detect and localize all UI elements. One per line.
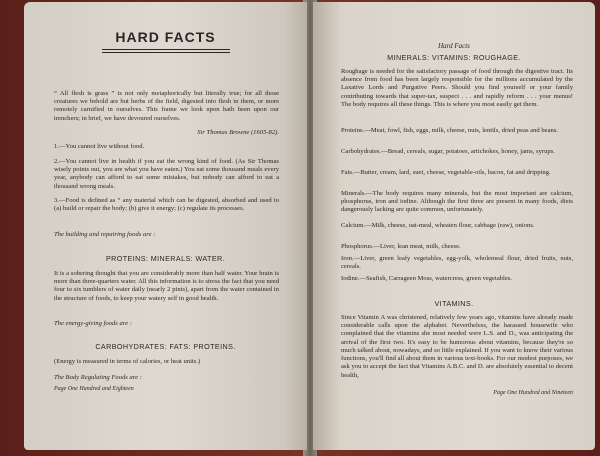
food-list-proteins: Proteins.—Meat, fowl, fish, eggs, milk, cheese, nuts, lentils, dried peas and beans. xyxy=(341,127,559,134)
vitamins-paragraph: Since Vitamin A was christened, relatively few years ago, vitamins have already made considerable calls upon the alphabet. Nevertheless, the harassed housewife who complained that the vitamins she most needed were L.S. and D., was anticipating the arrival of the first two. It's easy to be humorous about vitamins, because they're so much talked about, nowadays, and so little explained. If you want to know their various functions, you'll find all about them in various text-books. For our modest purposes, we ask you to accept the fact that Vitamins A.B.C. and D. are absolutely essential to decent health, xyxy=(341,314,573,379)
title-rule-top xyxy=(102,49,230,50)
page-title: HARD FACTS xyxy=(115,29,216,45)
right-page xyxy=(313,2,595,450)
energy-foods-heading: CARBOHYDRATES: FATS: PROTEINS. xyxy=(95,342,236,351)
point-2: 2.—You cannot live in health if you eat the wrong kind of food. (As Sir Thomas wisely points out, you are what you have eaten.) You eat some thousand meals every year, anybody can afford to eat some mistakes, but nobody can afford to eat a thousand wrong meals. xyxy=(54,158,279,190)
food-list-phosphorus: Phosphorus.—Liver, lean meat, milk, cheese. xyxy=(341,243,461,250)
food-list-iron: Iron.—Liver, green leafy vegetables, egg-yolk, wholemeal flour, dried fruits, nuts, cereals. xyxy=(341,255,573,271)
point-3: 3.—Food is defined as “ any material which can be digested, absorbed and used to (a) build or repair the body; (b) give it energy; (c) regulate its processes. xyxy=(54,197,279,213)
food-list-carbohydrates: Carbohydrates.—Bread, cereals, sugar, potatoes, artichokes, honey, jams, syrups. xyxy=(341,148,555,155)
energy-foods-label: The energy-giving foods are : xyxy=(54,320,132,327)
page-folio-left: Page One Hundred and Eighteen xyxy=(54,386,134,392)
page-folio-right: Page One Hundred and Nineteen xyxy=(493,390,573,396)
point-1: 1.—You cannot live without food. xyxy=(54,143,145,150)
energy-note: (Energy is measured in terms of calories, or heat units.) xyxy=(54,358,201,365)
food-list-calcium: Calcium.—Milk, cheese, oat-meal, wheaten flour, cabbage (raw), onions. xyxy=(341,222,535,229)
vitamins-heading: VITAMINS. xyxy=(434,299,474,308)
minerals-paragraph: Minerals.—The body requires many minerals, but the most important are calcium, phosphorus, iron and iodine. Although the first three are present in many foods, diets dangerously lacking are quite common, unfortunately. xyxy=(341,190,573,214)
roughage-paragraph: Roughage is needed for the satisfactory passage of food through the digestive tract. Its absence from food has been largely responsible for the millions accumulated by the Laxative Lords and Purgative Peers. Should you find yourself or your family contributing towards that super-tax, suspect . . . and rapidly reform . . . your menus! The body requires all these things. This is where you most easily get them. xyxy=(341,68,573,108)
right-page-heading: MINERALS: VITAMINS: ROUGHAGE. xyxy=(387,53,521,62)
food-list-fats: Fats.—Butter, cream, lard, suet, cheese, vegetable-oils, bacon, fat and dripping. xyxy=(341,169,551,176)
left-page xyxy=(24,2,307,450)
regulating-foods-label: The Body Regulating Foods are : xyxy=(54,374,142,381)
running-head: Hard Facts xyxy=(438,42,470,50)
building-foods-label: The building and repairing foods are : xyxy=(54,231,156,238)
food-list-iodine: Iodine.—Seafish, Carrageen Moss, watercress, green vegetables. xyxy=(341,275,513,282)
epigraph-quote: “ All flesh is grass ” is not only metaphorically but literally true; for all those creatures we behold are but herbs of the field, digested into flesh in them, or more remotely carnified in ourselves. This frame we look upon hath been upon our trenchers; in brief, we have devoured ourselves. xyxy=(54,90,279,122)
epigraph-author: Sir Thomas Browne (1605-82). xyxy=(197,129,279,136)
title-rule-bottom xyxy=(102,52,230,53)
water-paragraph: It is a sobering thought that you are considerably more than half water. Your brain is more than three-quarters water. All this information is to stress the fact that you need four to six tumblers of water daily (nearly 2 pints), apart from the water contained in the structure of foods, to keep your watery self in good health. xyxy=(54,270,279,302)
building-foods-heading: PROTEINS: MINERALS: WATER. xyxy=(105,254,226,263)
